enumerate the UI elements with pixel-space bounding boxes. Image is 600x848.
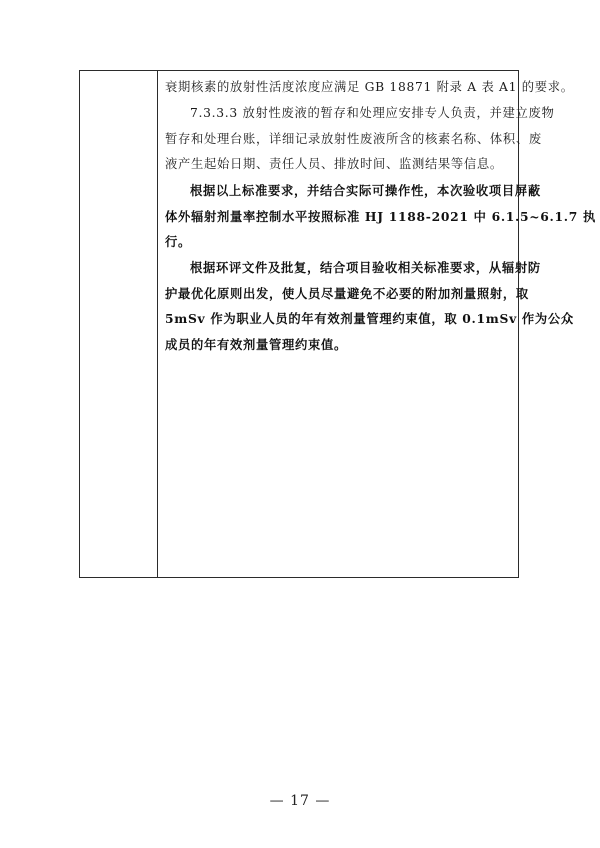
- text-line: 成员的年有效剂量管理约束值。: [165, 336, 347, 352]
- table-right-cell: [158, 71, 597, 577]
- paragraph-dose-constraint: [165, 255, 574, 357]
- standards-table: [79, 70, 597, 578]
- text-line: 暂存和处理台账，详细记录放射性废液所含的核素名称、体积、废: [165, 131, 542, 146]
- paragraph-liquid-waste-handling: [165, 101, 555, 178]
- text-line: 护最优化原则出发，使人员尽量避免不必要的附加剂量照射，取: [165, 285, 529, 301]
- text-line: 根据以上标准要求，并结合实际可操作性，本次验收项目屏蔽: [190, 183, 541, 198]
- paragraph-decay-nuclide-requirement: [165, 75, 574, 101]
- text-line: 根据环评文件及批复，结合项目验收相关标准要求，从辐射防: [190, 260, 541, 275]
- page-number: — 17 —: [269, 793, 331, 809]
- text-line: 衰期核素的放射性活度浓度应满足 GB 18871 附录 A 表 A1 的要求。: [165, 80, 574, 94]
- text-line: 体外辐射剂量率控制水平按照标准 HJ 1188-2021 中 6.1.5~6.1.7 执: [165, 208, 597, 224]
- paragraph-shielding-control-level: [165, 178, 597, 255]
- text-line: 7.3.3.3 放射性废液的暂存和处理应安排专人负责，并建立废物: [190, 106, 555, 120]
- table-left-cell: [80, 71, 158, 577]
- text-line: 液产生起始日期、责任人员、排放时间、监测结果等信息。: [165, 157, 503, 171]
- text-line: 5mSv 作为职业人员的年有效剂量管理约束值，取 0.1mSv 作为公众: [165, 311, 574, 326]
- text-line: 行。: [165, 234, 191, 249]
